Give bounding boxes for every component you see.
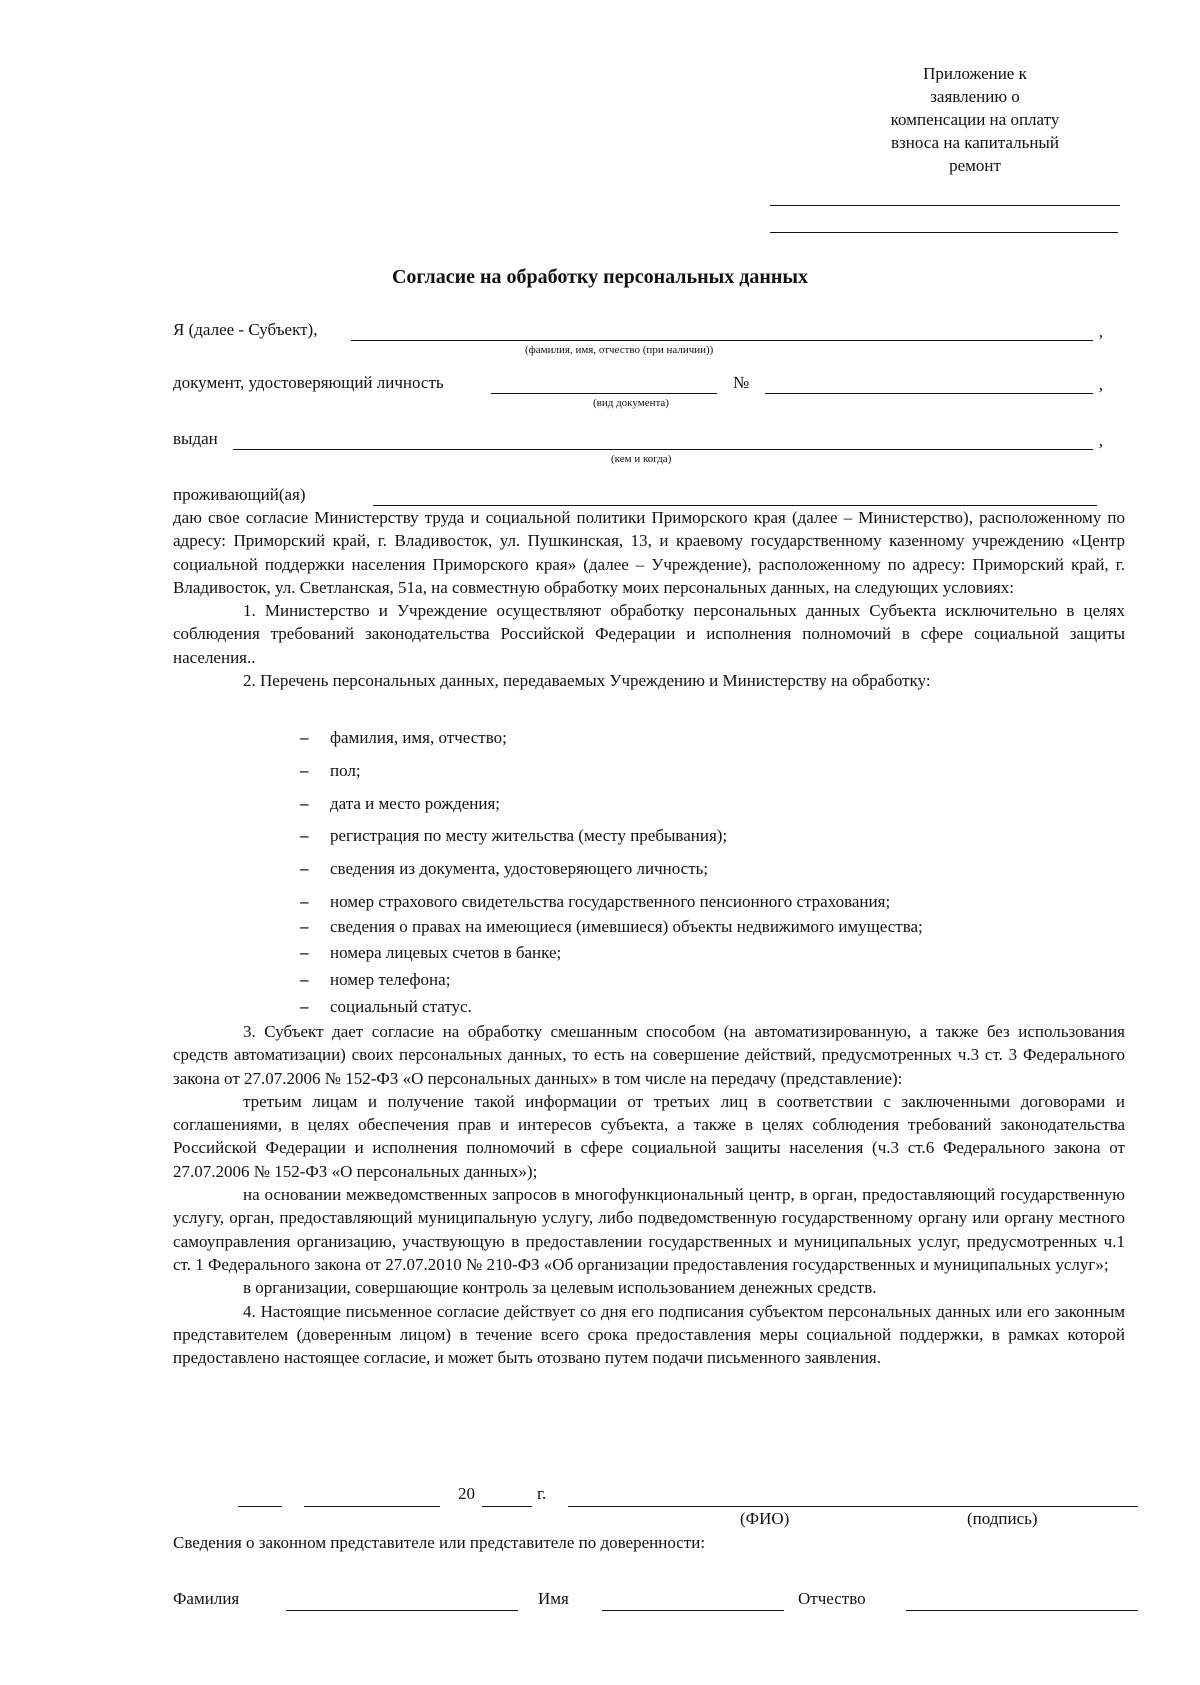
dash-icon: – bbox=[300, 970, 309, 989]
name-label: Имя bbox=[538, 1589, 569, 1608]
point-3b-paragraph: на основании межведомственных запросов в многофункциональный центр, в орган, предоставляющий государственную услугу, орган, предоставляющий муниципальную услугу, либо подведомственную государственному органу или органу местного самоуправления организацию, участвующую в предоставлении государственных и муниципальных услуг, предусмотренных ч.1 ст. 1 Федерального закона от 27.07.2010 № 210-ФЗ «Об организации предоставления государственных и муниципальных услуг»; bbox=[173, 1185, 1125, 1274]
issued-hint: (кем и когда) bbox=[611, 453, 672, 465]
number-sign: № bbox=[733, 373, 750, 392]
consent-text-bottom bbox=[173, 1020, 1125, 1369]
annex-line-1: Приложение к bbox=[923, 64, 1027, 83]
point-3-paragraph: 3. Субъект дает согласие на обработку смешанным способом (на автоматизированную, а также без использования средств автоматизации) своих персональных данных, то есть на совершение действий, предусмотренных ч.3 ст. 3 Федерального закона от 27.07.2006 № 152-ФЗ «О персональных данных» в том числе на передачу (представление): bbox=[173, 1022, 1125, 1088]
document-hint: (вид документа) bbox=[593, 397, 669, 409]
point-3c-paragraph: в организации, совершающие контроль за целевым использованием денежных средств. bbox=[243, 1278, 877, 1298]
list-item: – фамилия, имя, отчество; bbox=[300, 728, 507, 747]
list-item: – номер страхового свидетельства государственного пенсионного страхования; bbox=[300, 892, 891, 911]
annex-underline-1[interactable] bbox=[770, 205, 1120, 206]
issued-by-field[interactable] bbox=[233, 449, 1093, 450]
dash-icon: – bbox=[300, 943, 309, 962]
page-title: Согласие на обработку персональных данных bbox=[391, 266, 808, 288]
dash-icon: – bbox=[300, 728, 309, 747]
document-type-field[interactable] bbox=[491, 393, 717, 394]
residing-label: проживающий(ая) bbox=[173, 485, 306, 504]
dash-icon: – bbox=[300, 892, 309, 911]
patronymic-label: Отчество bbox=[798, 1589, 866, 1608]
dash-icon: – bbox=[300, 826, 309, 845]
dash-icon: – bbox=[300, 761, 309, 780]
dash-icon: – bbox=[300, 859, 309, 878]
point-2-paragraph: 2. Перечень персональных данных, передаваемых Учреждению и Министерству на обработку: bbox=[243, 671, 931, 691]
dash-icon: – bbox=[300, 997, 309, 1016]
list-item: – номера лицевых счетов в банке; bbox=[300, 943, 562, 962]
annex-line-5: ремонт bbox=[949, 156, 1001, 175]
subject-name-field[interactable] bbox=[351, 340, 1093, 341]
document-comma: , bbox=[1098, 375, 1103, 394]
date-day-field[interactable] bbox=[238, 1506, 282, 1507]
subject-hint: (фамилия, имя, отчество (при наличии)) bbox=[525, 344, 714, 356]
annex-note bbox=[880, 62, 1070, 177]
fio-label: (ФИО) bbox=[740, 1509, 790, 1528]
dash-icon: – bbox=[300, 917, 309, 936]
annex-underline-2[interactable] bbox=[770, 232, 1118, 233]
document-label: документ, удостоверяющий личность bbox=[173, 373, 444, 392]
subject-label: Я (далее - Субъект), bbox=[173, 320, 318, 339]
fio-signature-field[interactable] bbox=[568, 1506, 1138, 1507]
patronymic-field[interactable] bbox=[906, 1610, 1138, 1611]
representative-label: Сведения о законном представителе или представителе по доверенности: bbox=[173, 1533, 706, 1552]
issued-comma: , bbox=[1098, 431, 1103, 450]
issued-row bbox=[173, 429, 1105, 465]
document-number-field[interactable] bbox=[765, 393, 1093, 394]
intro-paragraph: даю свое согласие Министерству труда и социальной политики Приморского края (далее – Министерство), расположенному по адресу: Приморский край, г. Владивосток, ул. Пушкинская, 13, и краевому государственному казенному учреждению «Центр социальной поддержки населения Приморского края» (далее – Учреждение), расположенному по адресу: Приморский край, г. Владивосток, ул. Светланская, 51а, на совместную обработку моих персональных данных, на следующих условиях: bbox=[173, 508, 1125, 597]
list-item: – дата и место рождения; bbox=[300, 794, 501, 813]
point-4-paragraph: 4. Настоящие письменное согласие действует со дня его подписания субъектом персональных данных или его законным представителем (доверенным лицом) в течение всего срока предоставления меры социальной поддержки, в рамках которой предоставлено настоящее согласие, и может быть отозвано путем подачи письменного заявления. bbox=[173, 1301, 1125, 1368]
annex-line-3: компенсации на оплату bbox=[890, 110, 1060, 129]
signature-label: (подпись) bbox=[967, 1509, 1038, 1528]
date-year-field[interactable] bbox=[482, 1506, 532, 1507]
subject-row bbox=[173, 320, 1105, 356]
list-item: – регистрация по месту жительства (месту пребывания); bbox=[300, 826, 728, 845]
point-3a-paragraph: третьим лицам и получение такой информации от третьих лиц в соответствии с заключенными договорами и соглашениями, в целях обеспечения прав и интересов субъекта, а также в целях соблюдения требований законодательства Российской Федерации и исполнения полномочий в сфере социальной защиты населения (ч.3 ст.6 Федерального закона от 27.07.2006 № 152-ФЗ «О персональных данных»); bbox=[173, 1091, 1125, 1181]
name-field[interactable] bbox=[602, 1610, 784, 1611]
annex-line-2: заявлению о bbox=[930, 87, 1020, 106]
annex-line-4: взноса на капитальный bbox=[891, 133, 1059, 152]
date-month-field[interactable] bbox=[304, 1506, 440, 1507]
year-suffix: г. bbox=[537, 1484, 547, 1503]
surname-label: Фамилия bbox=[173, 1589, 240, 1608]
list-item: – номер телефона; bbox=[300, 970, 451, 989]
surname-field[interactable] bbox=[286, 1610, 518, 1611]
list-item: – сведения о правах на имеющиеся (имевшиеся) объекты недвижимого имущества; bbox=[300, 917, 923, 936]
point-1-paragraph: 1. Министерство и Учреждение осуществляют обработку персональных данных Субъекта исключительно в целях соблюдения требований законодательства Российской Федерации и исполнения полномочий в сфере социальной защиты населения.. bbox=[173, 601, 1125, 667]
subject-comma: , bbox=[1098, 322, 1103, 341]
list-item: – сведения из документа, удостоверяющего личность; bbox=[300, 859, 709, 878]
year-prefix: 20 bbox=[458, 1484, 475, 1503]
document-row bbox=[173, 373, 1105, 409]
list-item: – социальный статус. bbox=[300, 997, 472, 1016]
list-item: – пол; bbox=[300, 761, 361, 780]
dash-icon: – bbox=[300, 794, 309, 813]
issued-label: выдан bbox=[173, 429, 218, 448]
consent-text-top bbox=[173, 506, 1125, 692]
